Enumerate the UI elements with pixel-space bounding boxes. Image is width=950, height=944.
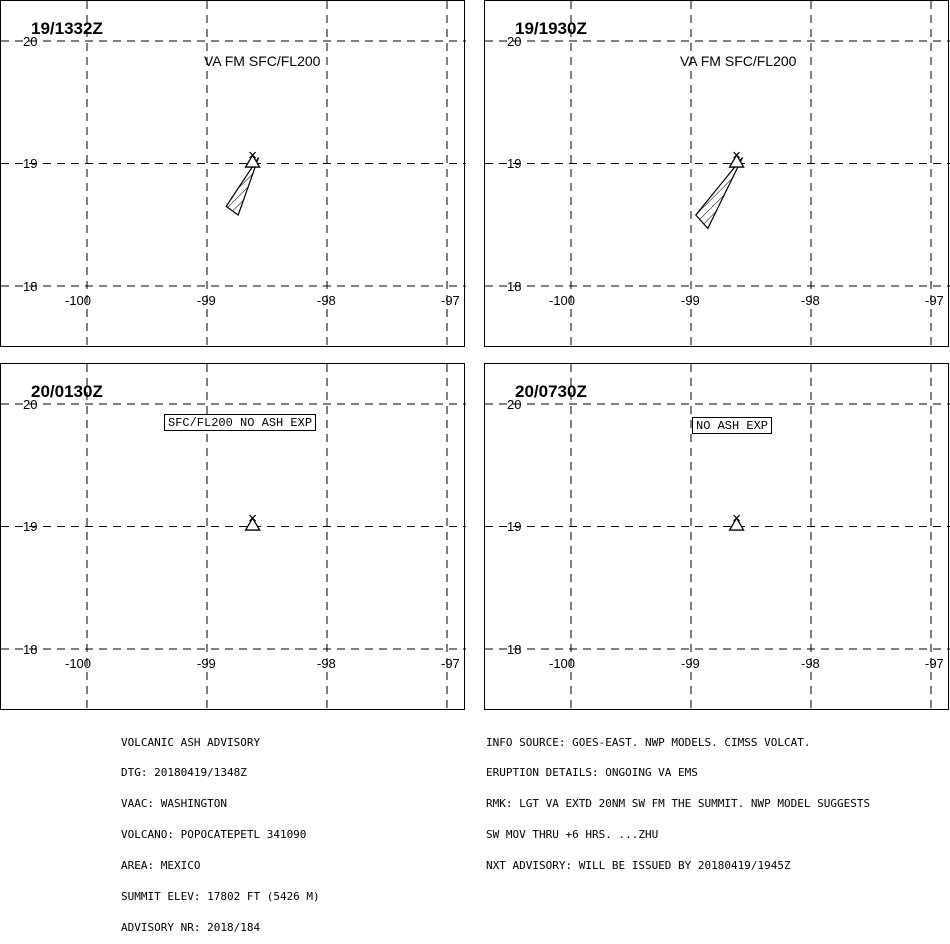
forecast-panel-3 (0, 363, 465, 710)
volcano-triangle (730, 518, 744, 530)
advisory-next: NXT ADVISORY: WILL BE ISSUED BY 20180419/1945Z (486, 859, 791, 873)
lon-label-neg99: -99 (681, 293, 700, 308)
no-ash-label: SFC/FL200 NO ASH EXP (164, 414, 316, 431)
lon-label-neg97: -97 (441, 293, 460, 308)
ash-level-label: VA FM SFC/FL200 (680, 53, 797, 69)
advisory-info-source: INFO SOURCE: GOES-EAST. NWP MODELS. CIMSS VOLCAT. (486, 735, 811, 749)
no-ash-label: NO ASH EXP (692, 417, 772, 434)
lon-label-neg100: -100 (65, 656, 92, 671)
lon-label-neg98: -98 (317, 293, 336, 308)
advisory-dtg: DTG: 20180419/1348Z (121, 766, 247, 780)
volcano-triangle-icon (246, 515, 260, 530)
lat-label-19: 19 (23, 156, 38, 171)
lat-label-18: 18 (23, 279, 38, 294)
advisory-volcano: VOLCANO: POPOCATEPETL 341090 (121, 828, 307, 842)
lon-label-neg97: -97 (441, 656, 460, 671)
advisory-title: VOLCANIC ASH ADVISORY (121, 735, 261, 749)
panel-time: 20/0730Z (515, 382, 587, 401)
lon-label-neg99: -99 (197, 656, 216, 671)
lat-label-18: 18 (507, 642, 522, 657)
lat-label-20: 20 (507, 34, 522, 49)
lat-label-19: 19 (23, 519, 38, 534)
panel-time: 19/1930Z (515, 19, 587, 38)
lon-label-neg100: -100 (549, 293, 576, 308)
advisory-remark-cont: SW MOV THRU +6 HRS. ...ZHU (486, 828, 659, 842)
volcano-triangle (246, 518, 260, 530)
lon-label-neg100: -100 (549, 656, 576, 671)
panel-time: 19/1332Z (31, 19, 103, 38)
lon-label-neg97: -97 (925, 293, 944, 308)
lon-label-neg97: -97 (925, 656, 944, 671)
lat-label-18: 18 (507, 279, 522, 294)
advisory-details-block (486, 717, 870, 882)
advisory-eruption-details: ERUPTION DETAILS: ONGOING VA EMS (486, 766, 698, 780)
ash-cloud-area (696, 157, 743, 228)
advisory-summit-elev: SUMMIT ELEV: 17802 FT (5426 M) (121, 890, 320, 904)
advisory-number: ADVISORY NR: 2018/184 (121, 920, 261, 934)
advisory-area: AREA: MEXICO (121, 859, 201, 873)
volcano-triangle (730, 155, 744, 167)
lat-label-19: 19 (507, 156, 522, 171)
forecast-panel-4 (484, 363, 949, 710)
lat-label-19: 19 (507, 519, 522, 534)
forecast-panel-1 (0, 0, 465, 347)
volcano-triangle-icon (730, 515, 744, 530)
lon-label-neg98: -98 (317, 656, 336, 671)
lat-label-20: 20 (23, 34, 38, 49)
lon-label-neg100: -100 (65, 293, 92, 308)
lon-label-neg99: -99 (681, 656, 700, 671)
advisory-header-block (121, 717, 320, 944)
lon-label-neg99: -99 (197, 293, 216, 308)
ash-level-label: VA FM SFC/FL200 (204, 53, 321, 69)
lat-label-20: 20 (507, 397, 522, 412)
forecast-panel-2 (484, 0, 949, 347)
advisory-vaac: VAAC: WASHINGTON (121, 797, 227, 811)
lat-label-18: 18 (23, 642, 38, 657)
lat-label-20: 20 (23, 397, 38, 412)
advisory-remark: RMK: LGT VA EXTD 20NM SW FM THE SUMMIT. NWP MODEL SUGGESTS (486, 797, 871, 811)
lon-label-neg98: -98 (801, 293, 820, 308)
lon-label-neg98: -98 (801, 656, 820, 671)
panel-time: 20/0130Z (31, 382, 103, 401)
